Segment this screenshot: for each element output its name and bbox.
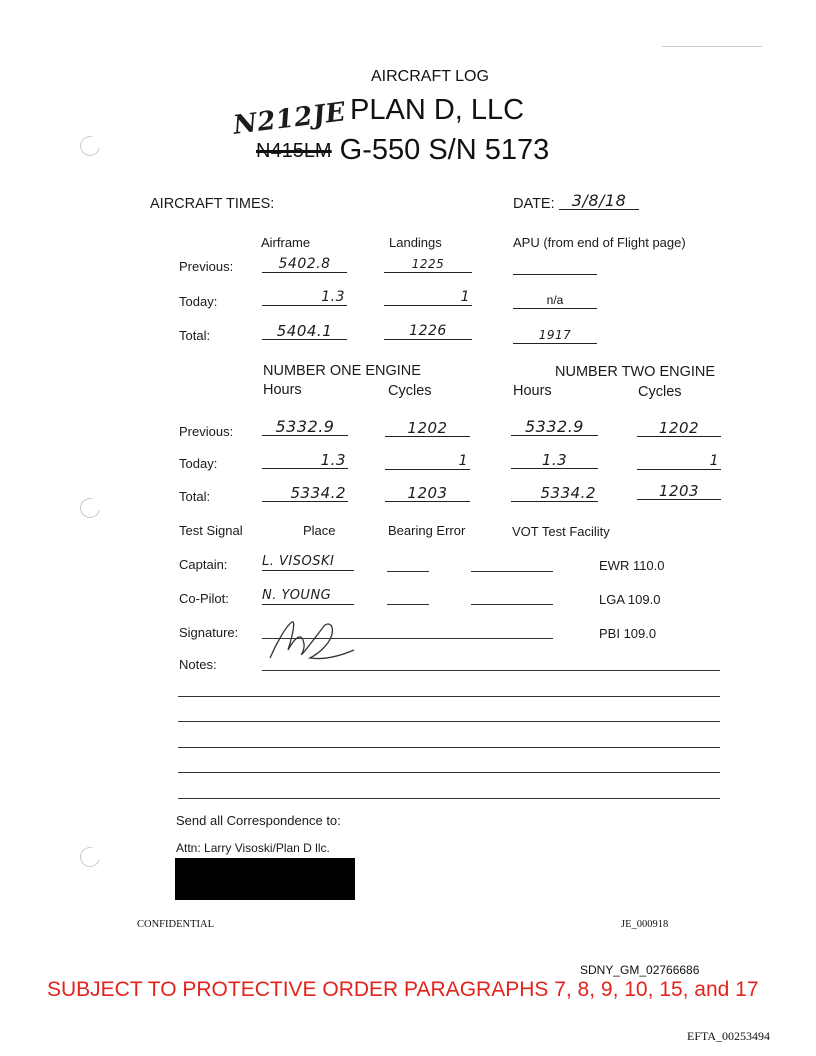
punch-hole — [76, 132, 103, 159]
e1-hours-today: 1.3 — [262, 451, 348, 469]
date-field: 3/8/18 — [559, 192, 639, 210]
airframe-previous: 5402.8 — [262, 255, 347, 273]
redaction-box — [175, 858, 355, 900]
efta-number: EFTA_00253494 — [687, 1029, 771, 1043]
engine-row-label-total: Total: — [179, 489, 211, 504]
bates-je: JE_000918 — [621, 919, 669, 930]
signature-scribble — [262, 614, 362, 670]
col-bearing-error: Bearing Error — [388, 523, 466, 538]
doc-title: AIRCRAFT LOG — [371, 68, 489, 85]
aircraft-times-label: AIRCRAFT TIMES: — [150, 196, 275, 212]
tail-number-struck: N415LM — [256, 139, 332, 162]
apu-today: n/a — [513, 291, 597, 309]
landings-today: 1 — [384, 288, 472, 306]
e2-cycles-previous: 1202 — [637, 419, 721, 437]
col-place: Place — [303, 523, 336, 538]
e2-hours-total: 5334.2 — [511, 484, 598, 502]
e1-hours-previous: 5332.9 — [262, 418, 348, 436]
facility-pbi: PBI 109.0 — [599, 626, 657, 641]
row-label-previous: Previous: — [179, 259, 234, 274]
captain-label: Captain: — [179, 557, 228, 572]
aircraft-model-line — [256, 134, 549, 167]
copilot-label: Co-Pilot: — [179, 591, 229, 606]
engine-row-label-previous: Previous: — [179, 424, 234, 439]
e1-cycles-previous: 1202 — [385, 419, 470, 437]
apu-previous — [513, 257, 597, 275]
e1-cycles-today: 1 — [385, 452, 470, 470]
apu-total: 1917 — [513, 326, 597, 344]
e2-cycles-today: 1 — [637, 452, 721, 470]
punch-hole — [76, 494, 103, 521]
e2-hours-today: 1.3 — [511, 451, 598, 469]
e2-cycles-total: 1203 — [637, 482, 721, 500]
e1-hours-total: 5334.2 — [262, 484, 348, 502]
bates-sdny: SDNY_GM_02766686 — [580, 963, 700, 977]
col-apu: APU (from end of Flight page) — [513, 235, 686, 250]
e2-hours-previous: 5332.9 — [511, 418, 598, 436]
col-airframe: Airframe — [261, 235, 311, 250]
notes-line — [178, 721, 720, 722]
protective-order-notice: SUBJECT TO PROTECTIVE ORDER PARAGRAPHS 7, 8, 9, 10, 15, and 17 — [47, 978, 759, 1001]
signature-label: Signature: — [179, 625, 239, 640]
airframe-today: 1.3 — [262, 288, 347, 306]
engine-two-heading: NUMBER TWO ENGINE — [555, 364, 716, 380]
airframe-total: 5404.1 — [262, 322, 347, 340]
row-label-total: Total: — [179, 328, 211, 343]
engine-one-heading: NUMBER ONE ENGINE — [263, 363, 421, 379]
engine-row-label-today: Today: — [179, 456, 218, 471]
notes-label: Notes: — [179, 657, 217, 672]
e2-col-cycles: Cycles — [638, 384, 682, 400]
correspondence-label: Send all Correspondence to: — [176, 813, 341, 828]
notes-line — [178, 696, 720, 697]
tail-number-handwritten: N212JE — [231, 97, 348, 141]
company-name: PLAN D, LLC — [350, 94, 525, 126]
notes-line — [178, 798, 720, 799]
punch-hole — [76, 843, 103, 870]
notes-line — [178, 747, 720, 748]
captain-name: L. VISOSKI — [262, 553, 354, 571]
copilot-name: N. YOUNG — [262, 587, 354, 605]
scan-artifact-line — [662, 46, 762, 47]
e1-cycles-total: 1203 — [385, 484, 470, 502]
e1-col-cycles: Cycles — [388, 383, 432, 399]
e1-col-hours: Hours — [263, 382, 302, 398]
model-serial: G-550 S/N 5173 — [339, 134, 550, 166]
landings-previous: 1225 — [384, 255, 472, 273]
copilot-bearing-line — [387, 604, 429, 605]
correspondence-attn: Attn: Larry Visoski/Plan D llc. — [176, 841, 330, 855]
facility-ewr: EWR 110.0 — [599, 558, 665, 573]
date-label: DATE: — [513, 196, 555, 212]
col-test-signal: Test Signal — [179, 523, 243, 538]
notes-line — [262, 670, 720, 671]
confidential-stamp: CONFIDENTIAL — [137, 919, 214, 930]
notes-line — [178, 772, 720, 773]
captain-vot-line — [471, 571, 553, 572]
captain-bearing-line — [387, 571, 429, 572]
copilot-vot-line — [471, 604, 553, 605]
facility-lga: LGA 109.0 — [599, 592, 661, 607]
col-landings: Landings — [389, 235, 442, 250]
col-vot-facility: VOT Test Facility — [512, 524, 610, 539]
landings-total: 1226 — [384, 322, 472, 340]
row-label-today: Today: — [179, 294, 218, 309]
e2-col-hours: Hours — [513, 383, 552, 399]
